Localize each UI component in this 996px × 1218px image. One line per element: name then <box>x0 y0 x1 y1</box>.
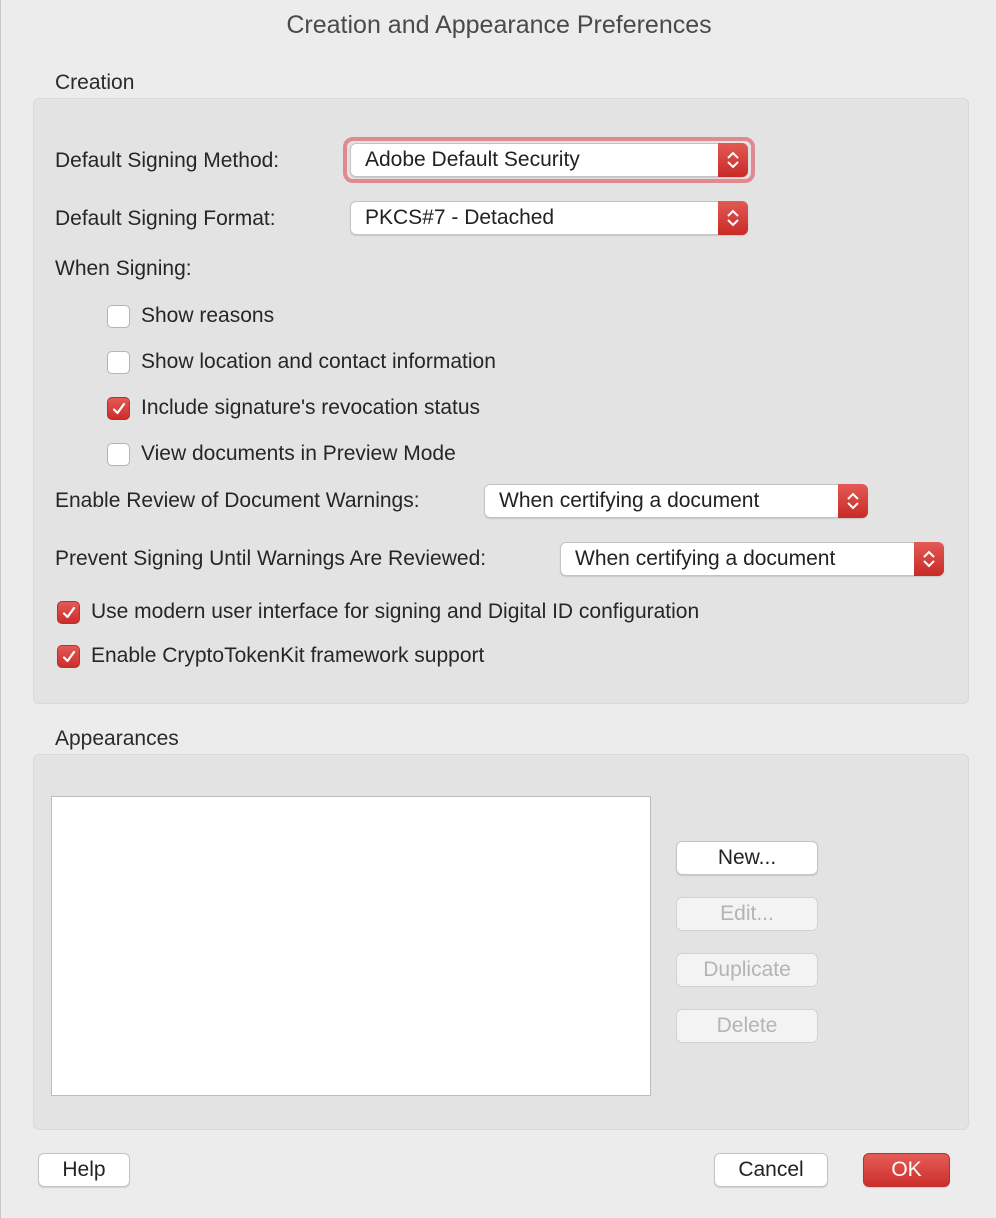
popup-stepper-icon <box>914 542 944 576</box>
prevent-signing-label: Prevent Signing Until Warnings Are Reviewed: <box>55 547 487 570</box>
enable-review-label: Enable Review of Document Warnings: <box>55 489 420 512</box>
default-signing-method-popup[interactable] <box>350 143 748 177</box>
cryptotokenkit-checkbox[interactable] <box>57 645 80 668</box>
ok-button[interactable]: OK <box>863 1153 950 1187</box>
edit-appearance-button[interactable]: Edit... <box>676 897 818 931</box>
include-revocation-label: Include signature's revocation status <box>141 396 481 419</box>
preview-mode-label: View documents in Preview Mode <box>141 442 456 465</box>
prevent-signing-value: When certifying a document <box>575 547 836 570</box>
enable-review-value: When certifying a document <box>499 489 760 512</box>
creation-section-label: Creation <box>55 71 135 94</box>
appearances-section-label: Appearances <box>55 727 179 750</box>
dialog-title: Creation and Appearance Preferences <box>286 11 712 39</box>
popup-stepper-icon <box>718 201 748 235</box>
preview-mode-checkbox[interactable] <box>107 443 130 466</box>
prevent-signing-popup[interactable] <box>560 542 944 576</box>
popup-stepper-icon <box>838 484 868 518</box>
default-signing-format-value: PKCS#7 - Detached <box>365 206 555 229</box>
default-signing-format-popup[interactable] <box>350 201 748 235</box>
duplicate-appearance-button[interactable]: Duplicate <box>676 953 818 987</box>
show-reasons-checkbox[interactable] <box>107 305 130 328</box>
appearances-list[interactable] <box>51 796 651 1096</box>
cryptotokenkit-label: Enable CryptoTokenKit framework support <box>91 644 485 667</box>
checkmark-icon <box>111 401 127 417</box>
show-location-checkbox[interactable] <box>107 351 130 374</box>
show-location-label: Show location and contact information <box>141 350 496 373</box>
delete-appearance-button[interactable]: Delete <box>676 1009 818 1043</box>
checkmark-icon <box>61 649 77 665</box>
include-revocation-checkbox[interactable] <box>107 397 130 420</box>
show-reasons-label: Show reasons <box>141 304 275 327</box>
new-appearance-button[interactable]: New... <box>676 841 818 875</box>
enable-review-popup[interactable] <box>484 484 868 518</box>
modern-ui-checkbox[interactable] <box>57 601 80 624</box>
cancel-button[interactable]: Cancel <box>714 1153 828 1187</box>
popup-stepper-icon <box>718 143 748 177</box>
default-signing-method-value: Adobe Default Security <box>365 148 580 171</box>
default-signing-method-label: Default Signing Method: <box>55 149 280 172</box>
help-button[interactable]: Help <box>38 1153 130 1187</box>
when-signing-label: When Signing: <box>55 257 192 280</box>
checkmark-icon <box>61 605 77 621</box>
modern-ui-label: Use modern user interface for signing and Digital ID configuration <box>91 600 700 623</box>
default-signing-format-label: Default Signing Format: <box>55 207 276 230</box>
